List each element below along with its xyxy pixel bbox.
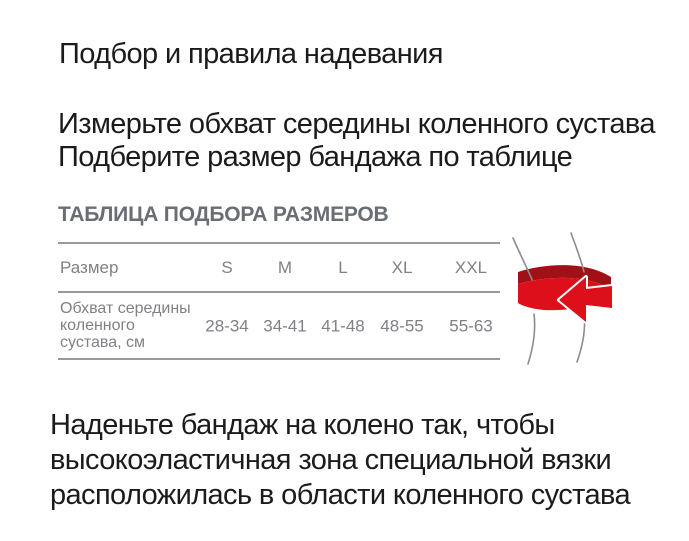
size-cell-l: L xyxy=(338,257,348,277)
wearing-instructions xyxy=(50,408,630,513)
measure-row-label: Обхват середины коленного сустава, см xyxy=(60,300,191,351)
wearing-instruction-line-1: Наденьте бандаж на колено так, чтобы xyxy=(50,409,555,441)
wearing-instruction-line-3: расположилась в области коленного сустава xyxy=(50,479,631,511)
instruction-line-measure: Измерьте обхват середины коленного сустава xyxy=(58,108,655,140)
wearing-instruction-line-2: высокоэластичная зона специальной вязки xyxy=(50,444,612,476)
measure-instructions xyxy=(58,108,655,174)
measure-cell-s: 28-34 xyxy=(205,316,249,335)
measure-cell-l: 41-48 xyxy=(321,316,365,335)
leg-line-lower-left xyxy=(528,314,535,364)
instruction-line-pick-size: Подберите размер бандажа по таблице xyxy=(58,141,573,173)
size-cell-xxl: XXL xyxy=(454,257,488,277)
size-row-label: Размер xyxy=(60,257,119,277)
size-table-heading: ТАБЛИЦА ПОДБОРА РАЗМЕРОВ xyxy=(58,203,389,226)
measure-cell-m: 34-41 xyxy=(263,316,307,335)
measure-cell-xxl: 55-63 xyxy=(449,316,493,335)
size-cell-xl: XL xyxy=(391,257,413,277)
measure-cell-xl: 48-55 xyxy=(380,316,424,335)
size-cell-m: M xyxy=(277,257,293,277)
size-cell-s: S xyxy=(221,257,233,277)
table-row-sizes xyxy=(58,244,500,291)
table-rule-bottom xyxy=(58,358,500,360)
knee-bandage-illustration xyxy=(498,222,638,367)
table-row-measurements xyxy=(58,293,500,358)
page-title: Подбор и правила надевания xyxy=(59,38,443,70)
